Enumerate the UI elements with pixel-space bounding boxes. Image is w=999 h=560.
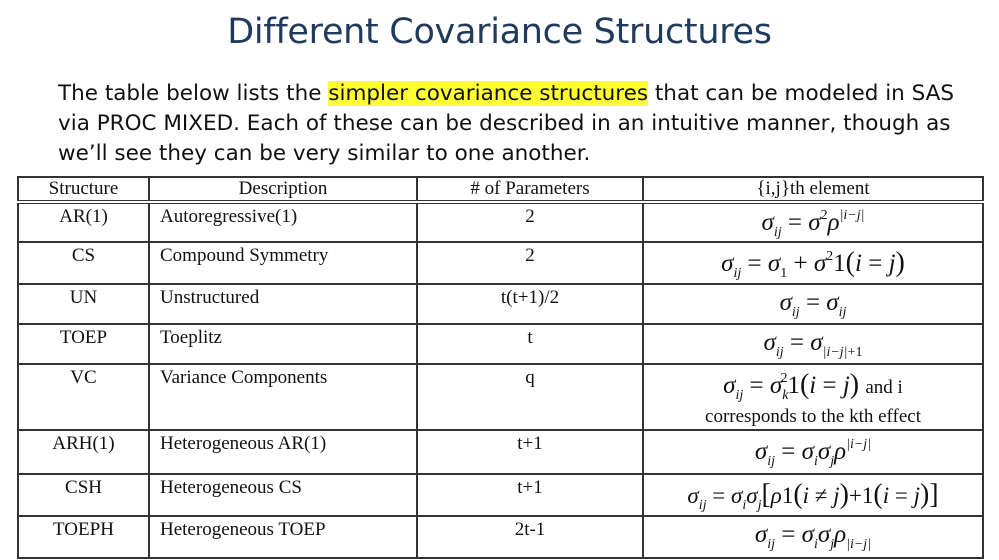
row-formula	[643, 474, 983, 516]
row-params: t	[417, 324, 643, 364]
row-params: 2	[417, 202, 643, 242]
formula-un: $\sigma_{ij} = \sigma_{ij}$	[779, 289, 847, 320]
row-params: 2t-1	[417, 516, 643, 558]
row-structure: CS	[18, 242, 149, 284]
row-params: t+1	[417, 430, 643, 474]
slide-title: Different Covariance Structures	[227, 12, 772, 52]
row-structure: TOEPH	[18, 516, 149, 558]
table-row	[18, 474, 983, 516]
row-description: Heterogeneous TOEP	[149, 516, 417, 558]
row-structure: ARH(1)	[18, 430, 149, 474]
row-formula	[643, 516, 983, 558]
formula-csh: $\sigma_{ij} = \sigma_i\sigma_j[\rho 1(i \ne j)+1(i = j)]$	[687, 479, 939, 513]
formula-vc: $\sigma_{ij} = \sigma_k^21(i = j)$ and i	[723, 369, 903, 403]
row-formula	[643, 430, 983, 474]
formula-toep: $\sigma_{ij} = \sigma_{|i-j|+1}$	[763, 329, 863, 360]
row-formula	[643, 202, 983, 242]
vc-note-2: corresponds to the kth effect	[705, 406, 921, 427]
formula-cs: $\sigma_{ij} = \sigma_1 + \sigma^21(i = j)$	[721, 247, 905, 281]
intro-paragraph	[58, 79, 958, 169]
intro-text-after: that can be modeled in SAS via PROC MIXED. Each of these can be described in an intuitive manner, though as we’ll see they can be very similar to one another.	[58, 81, 955, 166]
table-row	[18, 202, 983, 242]
table-row	[18, 324, 983, 364]
row-formula	[643, 284, 983, 324]
row-description: Compound Symmetry	[149, 242, 417, 284]
row-formula	[643, 324, 983, 364]
row-params: t(t+1)/2	[417, 284, 643, 324]
intro-text-before: The table below lists the	[58, 81, 329, 106]
header-structure: Structure	[18, 177, 149, 202]
row-description: Variance Components	[149, 364, 417, 430]
header-parameters: # of Parameters	[417, 177, 643, 202]
row-params: t+1	[417, 474, 643, 516]
covariance-table	[17, 176, 984, 559]
formula-toeph: $\sigma_{ij} = \sigma_i\sigma_j\rho_{|i-j|}$	[754, 521, 872, 552]
formula-arh1: $\sigma_{ij} = \sigma_i\sigma_j\rho^{|i-j|}$	[754, 437, 872, 469]
row-description: Toeplitz	[149, 324, 417, 364]
formula-ar1: $\sigma_{ij} = \sigma^2\rho^{|i-j|}$	[761, 208, 865, 240]
row-structure: CSH	[18, 474, 149, 516]
row-structure: AR(1)	[18, 202, 149, 242]
row-description: Heterogeneous AR(1)	[149, 430, 417, 474]
row-params: q	[417, 364, 643, 430]
vc-note-1: and i	[865, 377, 903, 398]
table-row	[18, 284, 983, 324]
table-row	[18, 516, 983, 558]
table-header-row	[18, 177, 983, 202]
row-structure: VC	[18, 364, 149, 430]
table-row	[18, 364, 983, 430]
header-description: Description	[149, 177, 417, 202]
row-structure: UN	[18, 284, 149, 324]
table-row	[18, 242, 983, 284]
table-row	[18, 430, 983, 474]
header-element: {i,j}th element	[643, 177, 983, 202]
row-structure: TOEP	[18, 324, 149, 364]
row-formula	[643, 364, 983, 430]
row-description: Unstructured	[149, 284, 417, 324]
row-formula	[643, 242, 983, 284]
highlighted-phrase: simpler covariance structures	[328, 81, 649, 106]
row-description: Heterogeneous CS	[149, 474, 417, 516]
row-description: Autoregressive(1)	[149, 202, 417, 242]
row-params: 2	[417, 242, 643, 284]
